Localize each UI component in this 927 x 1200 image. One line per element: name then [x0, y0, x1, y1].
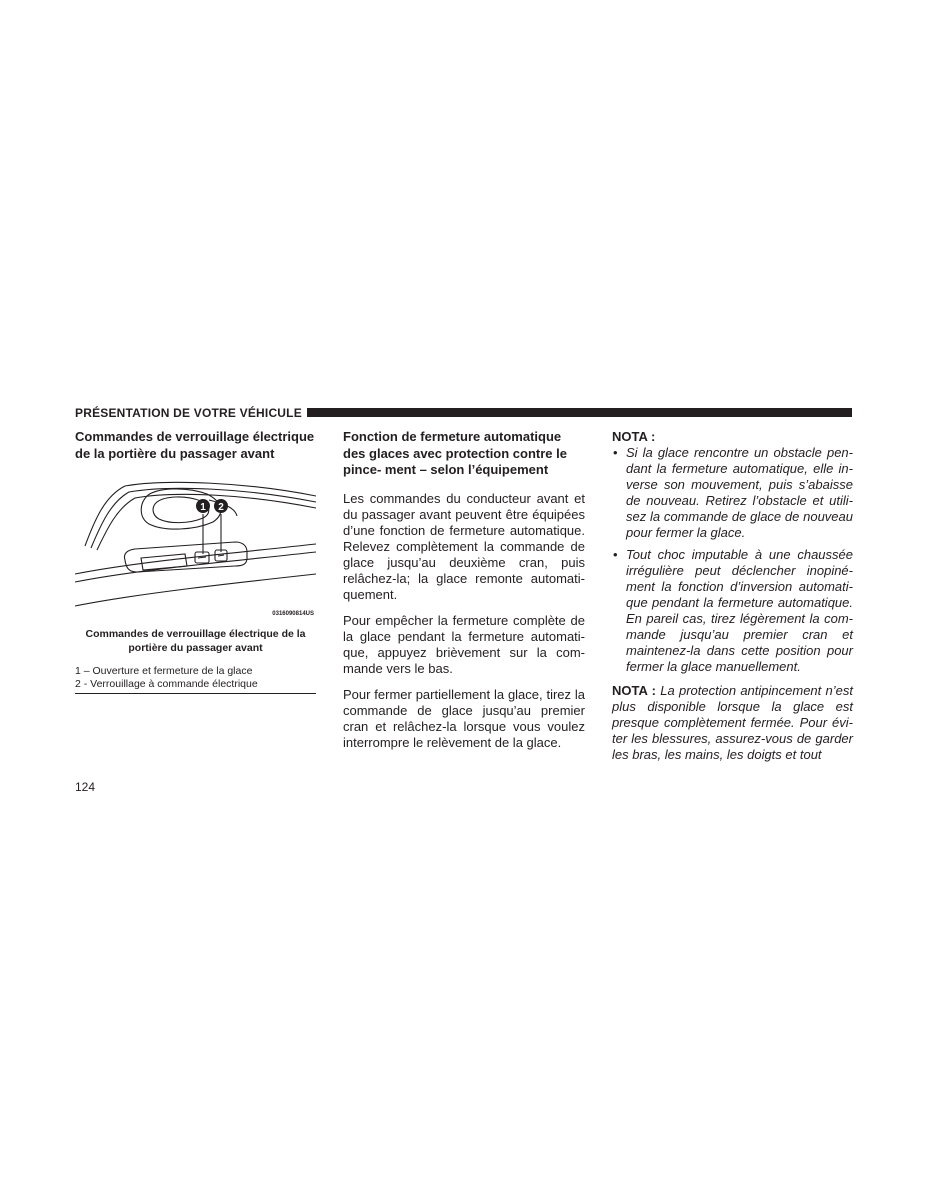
callout-2 [214, 499, 228, 513]
nota2-text: La protection antipincement n’est plus disponible lorsque la glace est presque complètement fermée. Pour évi- ter les blessures, assurez-vous de garder les bras, les mains, les doigts et tout [612, 683, 853, 762]
column-right [612, 429, 853, 763]
nota-paragraph [612, 683, 853, 763]
nota-label: NOTA : [612, 429, 656, 444]
page-number: 124 [75, 780, 96, 794]
bullet-symbol: • [613, 547, 618, 562]
list-item [612, 547, 853, 675]
paragraph-3: Pour fermer partiellement la glace, tirez la commande de glace jusqu’au premier cran et relâchez-la lorsque vous voulez interrompre le relèvement de la glace. [343, 686, 585, 750]
list-item [612, 445, 853, 541]
callout-1 [196, 499, 210, 513]
door-switch-figure [75, 474, 316, 619]
middle-heading: Fonction de fermeture automatique des glaces avec protection contre le pince- ment – selon l’équipement [343, 429, 567, 477]
legend-rule [75, 693, 316, 694]
column-left [75, 429, 316, 694]
nota2-label: NOTA : [612, 683, 656, 698]
paragraph-2: Pour empêcher la fermeture complète de la glace pendant la fermeture automati- que, appuyez brièvement sur la com- mande vers le bas. [343, 612, 585, 676]
bullet-symbol: • [613, 445, 618, 460]
bullet-text-2: Tout choc imputable à une chaussée irrégulière peut déclencher inopiné- ment la fonction d’inversion automati- que pendant la fermeture automatique. En pareil cas, tirez légèrement la com- mande jusqu’au premier cran et maintenez-la dans cette position pour fermer la glace manuellement. [626, 547, 853, 674]
svg-text:1: 1 [200, 502, 206, 513]
section-header [75, 405, 852, 421]
svg-text:2: 2 [218, 502, 224, 513]
figure-legend [75, 665, 316, 694]
figure-caption: Commandes de verrouillage électrique de la portière du passager avant [85, 628, 306, 654]
figure-code: 0316090814US [272, 611, 314, 617]
section-title: PRÉSENTATION DE VOTRE VÉHICULE [75, 406, 302, 420]
legend-item-2: 2 - Verrouillage à commande électrique [75, 678, 258, 690]
bullet-text-1: Si la glace rencontre un obstacle pen- dant la fermeture automatique, elle in- verse son mouvement, puis s’abaisse de nouveau. Retirez l’obstacle et utili- sez la commande de glace de nouveau pour fermer la glace. [626, 445, 853, 540]
left-heading: Commandes de verrouillage électrique de la portière du passager avant [75, 429, 315, 461]
legend-item-1: 1 – Ouverture et fermeture de la glace [75, 665, 253, 677]
paragraph-1: Les commandes du conducteur avant et du passager avant peuvent être équipées d’une fonction de fermeture automatique. Relevez complètement la commande de glace jusqu’au deuxième cran, puis relâchez-la; la glace remonte automati- quement. [343, 490, 585, 602]
header-rule [307, 408, 852, 417]
door-panel-illustration [75, 474, 316, 619]
column-middle [343, 429, 585, 751]
nota-bullets [612, 445, 853, 675]
